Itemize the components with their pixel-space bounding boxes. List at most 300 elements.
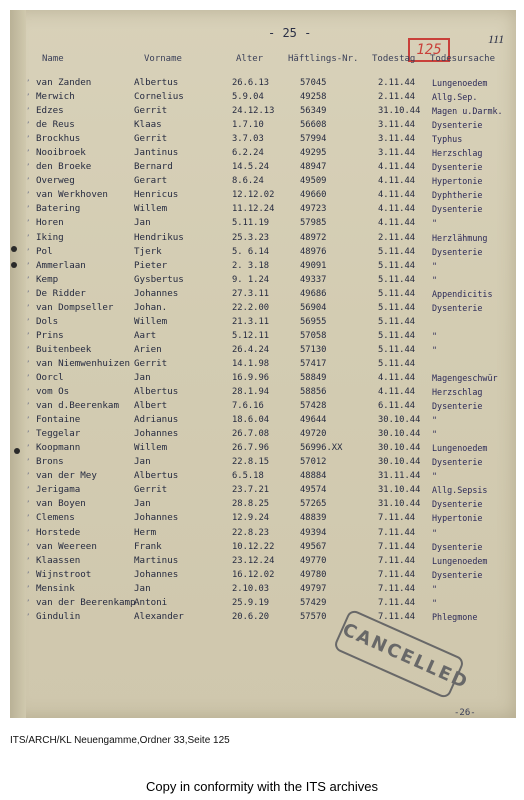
table-row	[10, 329, 516, 343]
cell-cause-of-death: "	[432, 344, 438, 355]
cell-cause-of-death: Lungenoedem	[432, 443, 488, 454]
tick-mark-icon: ʼ	[26, 514, 31, 523]
cell-death-date: 5.11.44	[378, 330, 416, 341]
cell-first-name: Jan	[134, 371, 151, 383]
cell-birth-date: 5.9.04	[232, 92, 264, 103]
cell-cause-of-death: Dysenterie	[432, 541, 483, 552]
cell-name: Gindulin	[36, 610, 81, 622]
cell-death-date: 4.11.44	[378, 204, 416, 215]
cell-prisoner-number: 48976	[300, 246, 327, 257]
cell-prisoner-number: 49723	[300, 204, 327, 215]
cell-first-name: Adrianus	[134, 414, 179, 426]
cell-name: Brockhus	[36, 133, 81, 145]
cell-name: Brons	[36, 456, 64, 468]
cell-cause-of-death: Dysenterie	[432, 204, 483, 215]
cell-cause-of-death: Herzschlag	[432, 148, 483, 159]
cell-name: Oorcl	[36, 371, 64, 383]
cell-name: van Boyen	[36, 498, 86, 510]
cell-prisoner-number: 49509	[300, 176, 327, 187]
tick-mark-icon: ʼ	[26, 289, 31, 298]
table-row	[10, 160, 516, 174]
cell-first-name: Arien	[134, 343, 162, 355]
tick-mark-icon: ʼ	[26, 486, 31, 495]
cell-first-name: Hendrikus	[134, 231, 184, 243]
cell-death-date: 7.11.44	[378, 611, 416, 622]
cell-birth-date: 6.5.18	[232, 471, 264, 482]
header-age: Alter	[236, 54, 264, 64]
cell-prisoner-number: 49770	[300, 555, 327, 566]
cell-death-date: 30.10.44	[378, 429, 421, 440]
cell-first-name: Johannes	[134, 287, 179, 299]
header-first-name: Vorname	[144, 54, 182, 64]
cell-cause-of-death: Dysenterie	[432, 246, 483, 257]
cell-birth-date: 25.9.19	[232, 597, 270, 608]
cell-cause-of-death: "	[432, 260, 438, 271]
cell-death-date: 7.11.44	[378, 541, 416, 552]
cell-prisoner-number: 49258	[300, 92, 327, 103]
cell-name: Buitenbeek	[36, 343, 92, 355]
cell-first-name: Jan	[134, 582, 151, 594]
cell-death-date: 3.11.44	[378, 148, 416, 159]
archive-caption: Copy in conformity with the ITS archives	[146, 779, 378, 794]
cell-birth-date: 16.12.02	[232, 569, 275, 580]
cell-death-date: 31.10.44	[378, 106, 421, 117]
cell-prisoner-number: 58856	[300, 387, 327, 398]
cell-prisoner-number: 49660	[300, 190, 327, 201]
cell-cause-of-death: Appendicitis	[432, 288, 493, 299]
cell-prisoner-number: 57265	[300, 499, 327, 510]
tick-mark-icon: ʼ	[26, 402, 31, 411]
table-row	[10, 132, 516, 146]
cell-cause-of-death: "	[432, 330, 438, 341]
cell-prisoner-number: 57045	[300, 78, 327, 88]
header-prisoner-number: Häftlings-Nr.	[288, 54, 359, 64]
table-row	[10, 413, 516, 427]
table-row	[10, 146, 516, 160]
cell-name: van Weereen	[36, 540, 97, 552]
tick-mark-icon: ʼ	[26, 500, 31, 509]
cell-name: Horen	[36, 217, 64, 229]
cell-death-date: 5.11.44	[378, 344, 416, 355]
tick-mark-icon: ʼ	[26, 373, 31, 382]
cell-birth-date: 5.12.11	[232, 330, 270, 341]
cell-name: den Broeke	[36, 161, 92, 173]
cell-name: De Ridder	[36, 287, 86, 299]
cell-name: Wijnstroot	[36, 568, 92, 580]
cell-cause-of-death: Phlegmone	[432, 611, 478, 622]
cell-cause-of-death: Dyphtherie	[432, 190, 483, 201]
cell-cause-of-death: Dysenterie	[432, 120, 483, 131]
cell-name: Prins	[36, 329, 64, 341]
cell-prisoner-number: 48947	[300, 162, 327, 173]
cell-death-date: 3.11.44	[378, 120, 416, 131]
tick-mark-icon: ʼ	[26, 570, 31, 579]
tick-mark-icon: ʼ	[26, 121, 31, 130]
table-row	[10, 216, 516, 230]
cell-death-date: 2.11.44	[378, 232, 416, 243]
cell-prisoner-number: 57985	[300, 218, 327, 229]
header-death-date: Todestag	[372, 54, 416, 64]
tick-mark-icon: ʼ	[26, 528, 31, 537]
cell-prisoner-number: 49574	[300, 485, 327, 496]
punch-hole	[11, 246, 17, 252]
cell-death-date: 5.11.44	[378, 316, 416, 327]
cell-first-name: Gerrit	[134, 484, 168, 496]
table-row	[10, 385, 516, 399]
cell-death-date: 30.10.44	[378, 415, 421, 426]
cell-prisoner-number: 49797	[300, 583, 327, 594]
tick-mark-icon: ʼ	[26, 93, 31, 102]
cell-first-name: Aart	[134, 329, 157, 341]
cell-first-name: Bernard	[134, 161, 173, 173]
corner-mark: 111	[488, 32, 505, 46]
cell-death-date: 7.11.44	[378, 527, 416, 538]
tick-mark-icon: ʼ	[26, 444, 31, 453]
header-cause: Todesursache	[430, 54, 496, 64]
cell-birth-date: 26.7.96	[232, 443, 270, 454]
cell-birth-date: 28.8.25	[232, 499, 270, 510]
table-row	[10, 301, 516, 315]
table-row	[10, 596, 516, 610]
cell-death-date: 4.11.44	[378, 372, 416, 383]
cell-prisoner-number: 57012	[300, 457, 327, 468]
cell-name: van Zanden	[36, 77, 92, 88]
cell-birth-date: 2.10.03	[232, 583, 270, 594]
table-row	[10, 568, 516, 582]
cell-name: Horstede	[36, 526, 81, 538]
cell-cause-of-death: Dysenterie	[432, 162, 483, 173]
cell-prisoner-number: 57429	[300, 597, 327, 608]
tick-mark-icon: ʼ	[26, 275, 31, 284]
cell-name: Clemens	[36, 512, 75, 524]
cell-prisoner-number: 56608	[300, 120, 327, 131]
cell-name: Koopmann	[36, 442, 81, 454]
cell-cause-of-death: Dysenterie	[432, 457, 483, 468]
cell-prisoner-number: 49337	[300, 274, 327, 285]
cell-prisoner-number: 57428	[300, 401, 327, 412]
cell-prisoner-number: 57417	[300, 358, 327, 369]
cell-death-date: 4.11.44	[378, 218, 416, 229]
cell-birth-date: 23.7.21	[232, 485, 270, 496]
cell-prisoner-number: 57994	[300, 134, 327, 145]
tick-mark-icon: ʼ	[26, 135, 31, 144]
cell-prisoner-number: 49686	[300, 288, 327, 299]
cell-name: Kemp	[36, 273, 59, 285]
tick-mark-icon: ʼ	[26, 472, 31, 481]
cell-birth-date: 5.11.19	[232, 218, 270, 229]
cell-prisoner-number: 56904	[300, 302, 327, 313]
cell-birth-date: 10.12.22	[232, 541, 275, 552]
tick-mark-icon: ʼ	[26, 345, 31, 354]
cell-cause-of-death: "	[432, 415, 438, 426]
cell-first-name: Willem	[134, 442, 168, 454]
cell-cause-of-death: Herzlähmung	[432, 232, 488, 243]
cell-death-date: 5.11.44	[378, 274, 416, 285]
tick-mark-icon: ʼ	[26, 219, 31, 228]
cell-name: Pol	[36, 245, 53, 257]
cell-first-name: Antoni	[134, 596, 168, 608]
cell-first-name: Albertus	[134, 386, 179, 398]
table-row	[10, 104, 516, 118]
cell-death-date: 4.11.44	[378, 162, 416, 173]
cell-cause-of-death: Lungenoedem	[432, 555, 488, 566]
table-row	[10, 174, 516, 188]
cell-birth-date: 5. 6.14	[232, 246, 270, 257]
cell-name: Edzes	[36, 105, 64, 117]
tick-mark-icon: ʼ	[26, 149, 31, 158]
cell-first-name: Albertus	[134, 470, 179, 482]
table-row	[10, 441, 516, 455]
cell-prisoner-number: 56955	[300, 316, 327, 327]
cell-cause-of-death: Dysenterie	[432, 401, 483, 412]
cell-prisoner-number: 49720	[300, 429, 327, 440]
table-row	[10, 469, 516, 483]
cell-death-date: 4.11.44	[378, 176, 416, 187]
cell-first-name: Johan.	[134, 301, 168, 313]
cell-birth-date: 7.6.16	[232, 401, 264, 412]
cell-death-date: 5.11.44	[378, 358, 416, 369]
cell-prisoner-number: 48839	[300, 513, 327, 524]
cell-death-date: 7.11.44	[378, 513, 416, 524]
table-row	[10, 202, 516, 216]
tick-mark-icon: ʼ	[26, 556, 31, 565]
tick-mark-icon: ʼ	[26, 598, 31, 607]
cell-name: Dols	[36, 315, 59, 327]
cell-first-name: Gerrit	[134, 357, 168, 369]
cell-cause-of-death: Dysenterie	[432, 499, 483, 510]
cell-first-name: Henricus	[134, 189, 179, 201]
cell-cause-of-death: Allg.Sepsis	[432, 485, 488, 496]
cell-birth-date: 8.6.24	[232, 176, 264, 187]
tick-mark-icon: ʼ	[26, 205, 31, 214]
cell-death-date: 7.11.44	[378, 569, 416, 580]
cell-death-date: 5.11.44	[378, 288, 416, 299]
cell-death-date: 7.11.44	[378, 597, 416, 608]
cell-name: Merwich	[36, 91, 75, 103]
tick-mark-icon: ʼ	[26, 542, 31, 551]
tick-mark-icon: ʼ	[26, 584, 31, 593]
cell-name: van Werkhoven	[36, 189, 108, 201]
table-row	[10, 497, 516, 511]
cell-first-name: Pieter	[134, 259, 168, 271]
cell-birth-date: 22.8.15	[232, 457, 270, 468]
cell-prisoner-number: 48972	[300, 232, 327, 243]
cell-first-name: Herm	[134, 526, 157, 538]
cell-birth-date: 26.4.24	[232, 344, 270, 355]
cell-first-name: Tjerk	[134, 245, 162, 257]
table-row	[10, 554, 516, 568]
cell-first-name: Gerrit	[134, 133, 168, 145]
cancelled-stamp: CANCELLED	[332, 608, 465, 699]
tick-mark-icon: ʼ	[26, 458, 31, 467]
cell-birth-date: 24.12.13	[232, 106, 275, 117]
cell-prisoner-number: 56349	[300, 106, 327, 117]
cell-prisoner-number: 49567	[300, 541, 327, 552]
cell-cause-of-death: Hypertonie	[432, 513, 483, 524]
cell-name: van d.Beerenkam	[36, 400, 119, 412]
cell-first-name: Cornelius	[134, 91, 184, 103]
cell-death-date: 5.11.44	[378, 260, 416, 271]
cell-name: Ammerlaan	[36, 259, 86, 271]
table-row	[10, 399, 516, 413]
cell-cause-of-death: Magengeschwür	[432, 372, 498, 383]
cell-birth-date: 1.7.10	[232, 120, 264, 131]
table-row	[10, 582, 516, 596]
cell-name: van der Mey	[36, 470, 97, 482]
cell-first-name: Johannes	[134, 568, 179, 580]
tick-mark-icon: ʼ	[26, 612, 31, 621]
cell-first-name: Martinus	[134, 554, 179, 566]
cell-birth-date: 26.7.08	[232, 429, 270, 440]
cell-name: de Reus	[36, 119, 75, 131]
cell-prisoner-number: 58849	[300, 372, 327, 383]
tick-mark-icon: ʼ	[26, 303, 31, 312]
tick-mark-icon: ʼ	[26, 191, 31, 200]
cell-first-name: Johannes	[134, 512, 179, 524]
cell-name: Nooibroek	[36, 147, 86, 159]
tick-mark-icon: ʼ	[26, 430, 31, 439]
archive-page-stamp: 125	[408, 38, 450, 62]
cell-birth-date: 27.3.11	[232, 288, 270, 299]
page-number: - 25 -	[268, 26, 312, 40]
cell-first-name: Gerart	[134, 175, 168, 187]
table-row	[10, 511, 516, 525]
cell-birth-date: 22.8.23	[232, 527, 270, 538]
cell-death-date: 5.11.44	[378, 302, 416, 313]
cell-cause-of-death: Dysenterie	[432, 569, 483, 580]
cell-prisoner-number: 48884	[300, 471, 327, 482]
cell-death-date: 7.11.44	[378, 555, 416, 566]
cell-name: Batering	[36, 203, 81, 215]
table-row	[10, 371, 516, 385]
table-row	[10, 483, 516, 497]
cell-prisoner-number: 49394	[300, 527, 327, 538]
cell-prisoner-number: 57570	[300, 611, 327, 622]
cell-death-date: 2.11.44	[378, 78, 416, 88]
cell-death-date: 6.11.44	[378, 401, 416, 412]
table-row	[10, 343, 516, 357]
cell-birth-date: 18.6.04	[232, 415, 270, 426]
cell-first-name: Willem	[134, 203, 168, 215]
table-row	[10, 455, 516, 469]
table-row	[10, 188, 516, 202]
cell-prisoner-number: 49644	[300, 415, 327, 426]
cell-cause-of-death: "	[432, 218, 438, 229]
cell-prisoner-number: 56996.XX	[300, 443, 343, 454]
header-name: Name	[42, 54, 64, 64]
cell-cause-of-death: "	[432, 527, 438, 538]
cell-name: van Dompseller	[36, 301, 114, 313]
cell-first-name: Gysbertus	[134, 273, 184, 285]
cell-death-date: 7.11.44	[378, 583, 416, 594]
cell-cause-of-death: Allg.Sep.	[432, 92, 478, 103]
cell-cause-of-death: "	[432, 274, 438, 285]
cell-first-name: Klaas	[134, 119, 162, 131]
tick-mark-icon: ʼ	[26, 177, 31, 186]
cell-birth-date: 6.2.24	[232, 148, 264, 159]
table-row	[10, 287, 516, 301]
cell-cause-of-death: Herzschlag	[432, 387, 483, 398]
table-row	[10, 526, 516, 540]
tick-mark-icon: ʼ	[26, 233, 31, 242]
cell-death-date: 4.11.44	[378, 387, 416, 398]
cell-prisoner-number: 49091	[300, 260, 327, 271]
cell-birth-date: 23.12.24	[232, 555, 275, 566]
cell-first-name: Willem	[134, 315, 168, 327]
table-row	[10, 231, 516, 245]
next-page-number: -26-	[454, 708, 476, 718]
cell-name: van Niemwenhuizen	[36, 357, 131, 369]
cell-cause-of-death: Hypertonie	[432, 176, 483, 187]
cell-birth-date: 14.1.98	[232, 358, 270, 369]
cell-first-name: Jantinus	[134, 147, 179, 159]
table-row	[10, 315, 516, 329]
cell-cause-of-death: Lungenoedem	[432, 78, 488, 88]
cell-prisoner-number: 57058	[300, 330, 327, 341]
tick-mark-icon: ʼ	[26, 107, 31, 116]
cell-name: Overweg	[36, 175, 75, 187]
table-row	[10, 540, 516, 554]
cell-cause-of-death: "	[432, 583, 438, 594]
cell-first-name: Albertus	[134, 77, 179, 88]
cell-cause-of-death: Typhus	[432, 134, 463, 145]
cell-death-date: 31.10.44	[378, 485, 421, 496]
document-scan	[10, 10, 516, 718]
table-row	[10, 273, 516, 287]
tick-mark-icon: ʼ	[26, 317, 31, 326]
cell-first-name: Alexander	[134, 610, 184, 622]
cell-birth-date: 12.9.24	[232, 513, 270, 524]
cell-death-date: 30.10.44	[378, 457, 421, 468]
table-row	[10, 118, 516, 132]
cell-prisoner-number: 49780	[300, 569, 327, 580]
cell-cause-of-death: Magen u.Darmk.	[432, 106, 503, 117]
cell-name: Iking	[36, 231, 64, 243]
cell-birth-date: 20.6.20	[232, 611, 270, 622]
cell-birth-date: 22.2.00	[232, 302, 270, 313]
table-row	[10, 90, 516, 104]
archive-source-reference: ITS/ARCH/KL Neuengamme,Ordner 33,Seite 125	[10, 735, 230, 746]
cell-birth-date: 2. 3.18	[232, 260, 270, 271]
table-row	[10, 427, 516, 441]
cell-death-date: 5.11.44	[378, 246, 416, 257]
tick-mark-icon: ʼ	[26, 247, 31, 256]
cell-birth-date: 14.5.24	[232, 162, 270, 173]
cell-first-name: Jan	[134, 456, 151, 468]
cell-birth-date: 28.1.94	[232, 387, 270, 398]
cell-first-name: Jan	[134, 217, 151, 229]
cell-first-name: Gerrit	[134, 105, 168, 117]
cell-birth-date: 26.6.13	[232, 78, 270, 88]
cell-prisoner-number: 49295	[300, 148, 327, 159]
cell-name: Fontaine	[36, 414, 81, 426]
cell-death-date: 30.10.44	[378, 443, 421, 454]
tick-mark-icon: ʼ	[26, 416, 31, 425]
tick-mark-icon: ʼ	[26, 388, 31, 397]
cell-first-name: Johannes	[134, 428, 179, 440]
cell-birth-date: 21.3.11	[232, 316, 270, 327]
cell-cause-of-death: "	[432, 471, 438, 482]
cell-name: van der Beerenkamp	[36, 596, 136, 608]
tick-mark-icon: ʼ	[26, 331, 31, 340]
tick-mark-icon: ʼ	[26, 163, 31, 172]
punch-hole	[11, 262, 17, 268]
cell-first-name: Jan	[134, 498, 151, 510]
cell-name: vom Os	[36, 386, 70, 398]
cell-birth-date: 9. 1.24	[232, 274, 270, 285]
cell-name: Teggelar	[36, 428, 81, 440]
cell-cause-of-death: "	[432, 429, 438, 440]
